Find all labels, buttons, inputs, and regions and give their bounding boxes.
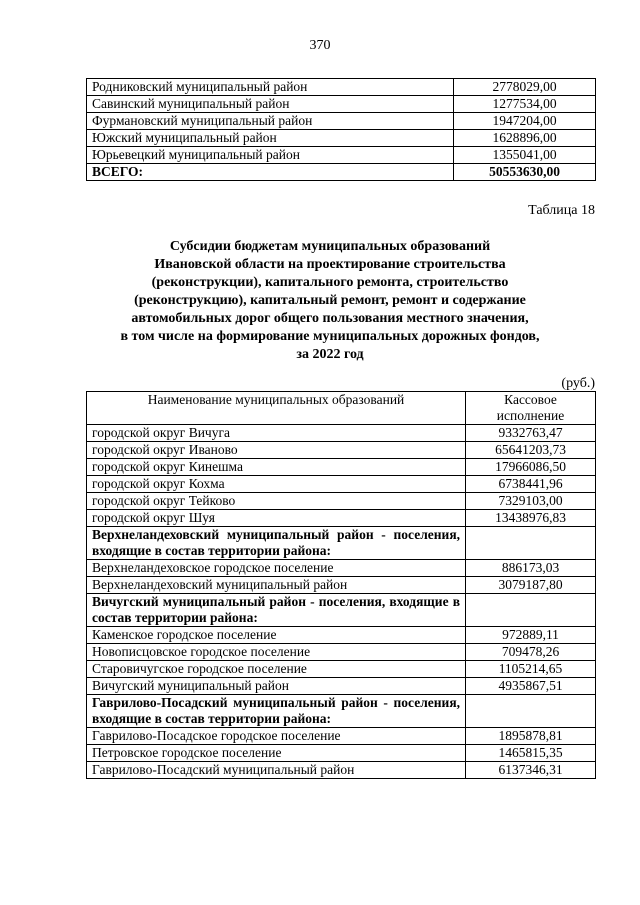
table-row [87,147,596,164]
table-row [87,577,596,594]
table-row [87,560,596,577]
title-line: в том числе на формирование муниципальных дорожных фондов, [120,329,540,344]
row-name: Вичугский муниципальный район [87,678,466,695]
table-row [87,728,596,745]
row-value: 1895878,81 [466,728,596,745]
row-name: Савинский муниципальный район [87,96,454,113]
table-row [87,476,596,493]
row-value: 2778029,00 [454,79,596,96]
title-line: Ивановской области на проектирование строительства [154,257,506,272]
table-row [87,442,596,459]
total-row [87,164,596,181]
table-header-row [87,392,596,425]
row-value: 709478,26 [466,644,596,661]
group-value-empty [466,695,596,728]
row-name: Верхнеландеховский муниципальный район [87,577,466,594]
group-header-row [87,594,596,627]
table-row [87,130,596,147]
row-value: 1465815,35 [466,745,596,762]
table-row [87,113,596,130]
row-name: Южский муниципальный район [87,130,454,147]
title-line: (реконструкции), капитального ремонта, строительство [151,275,509,290]
row-name: городской округ Кохма [87,476,466,493]
header-name: Наименование муниципальных образований [87,392,466,425]
row-value: 3079187,80 [466,577,596,594]
group-header-row [87,695,596,728]
title-line: Субсидии бюджетам муниципальных образований [169,239,491,254]
table-row [87,96,596,113]
table-row [87,661,596,678]
row-name: Каменское городское поселение [87,627,466,644]
row-value: 1105214,65 [466,661,596,678]
table-row [87,459,596,476]
row-value: 1277534,00 [454,96,596,113]
group-header-row [87,527,596,560]
row-value: 17966086,50 [466,459,596,476]
document-title [60,238,600,364]
row-name: Гаврилово-Посадский муниципальный район [87,762,466,779]
table-row [87,762,596,779]
page-number: 370 [309,38,331,53]
row-name: городской округ Кинешма [87,459,466,476]
total-label: ВСЕГО: [87,164,454,181]
table-row [87,510,596,527]
row-value: 1628896,00 [454,130,596,147]
group-name: Верхнеландеховский муниципальный район - поселения, входящие в состав территории района: [87,527,466,560]
row-value: 7329103,00 [466,493,596,510]
row-value: 6137346,31 [466,762,596,779]
header-value: Кассовое исполнение [466,392,596,425]
row-name: городской округ Шуя [87,510,466,527]
row-name: Новописцовское городское поселение [87,644,466,661]
table-caption: Таблица 18 [528,203,595,218]
group-value-empty [466,527,596,560]
main-table [86,391,596,779]
row-value: 1355041,00 [454,147,596,164]
total-value: 50553630,00 [454,164,596,181]
row-name: городской округ Вичуга [87,425,466,442]
table-row [87,644,596,661]
row-name: Верхнеландеховское городское поселение [87,560,466,577]
table-row [87,745,596,762]
table-row [87,493,596,510]
top-table [86,78,596,181]
row-value: 13438976,83 [466,510,596,527]
row-value: 65641203,73 [466,442,596,459]
row-value: 9332763,47 [466,425,596,442]
table-row [87,425,596,442]
table-row [87,678,596,695]
table-row [87,79,596,96]
table-row [87,627,596,644]
row-value: 1947204,00 [454,113,596,130]
row-name: Фурмановский муниципальный район [87,113,454,130]
group-name: Вичугский муниципальный район - поселения, входящие в состав территории района: [87,594,466,627]
title-line: за 2022 год [296,347,364,362]
title-line: (реконструкцию), капитальный ремонт, ремонт и содержание [134,293,526,308]
row-name: Гаврилово-Посадское городское поселение [87,728,466,745]
group-value-empty [466,594,596,627]
title-line: автомобильных дорог общего пользования местного значения, [131,311,529,326]
row-name: Родниковский муниципальный район [87,79,454,96]
row-name: Старовичугское городское поселение [87,661,466,678]
row-value: 972889,11 [466,627,596,644]
row-value: 886173,03 [466,560,596,577]
row-name: городской округ Иваново [87,442,466,459]
row-value: 6738441,96 [466,476,596,493]
row-name: Юрьевецкий муниципальный район [87,147,454,164]
row-name: городской округ Тейково [87,493,466,510]
group-name: Гаврилово-Посадский муниципальный район - поселения, входящие в состав территории района: [87,695,466,728]
row-value: 4935867,51 [466,678,596,695]
row-name: Петровское городское поселение [87,745,466,762]
unit-label: (руб.) [561,376,595,391]
